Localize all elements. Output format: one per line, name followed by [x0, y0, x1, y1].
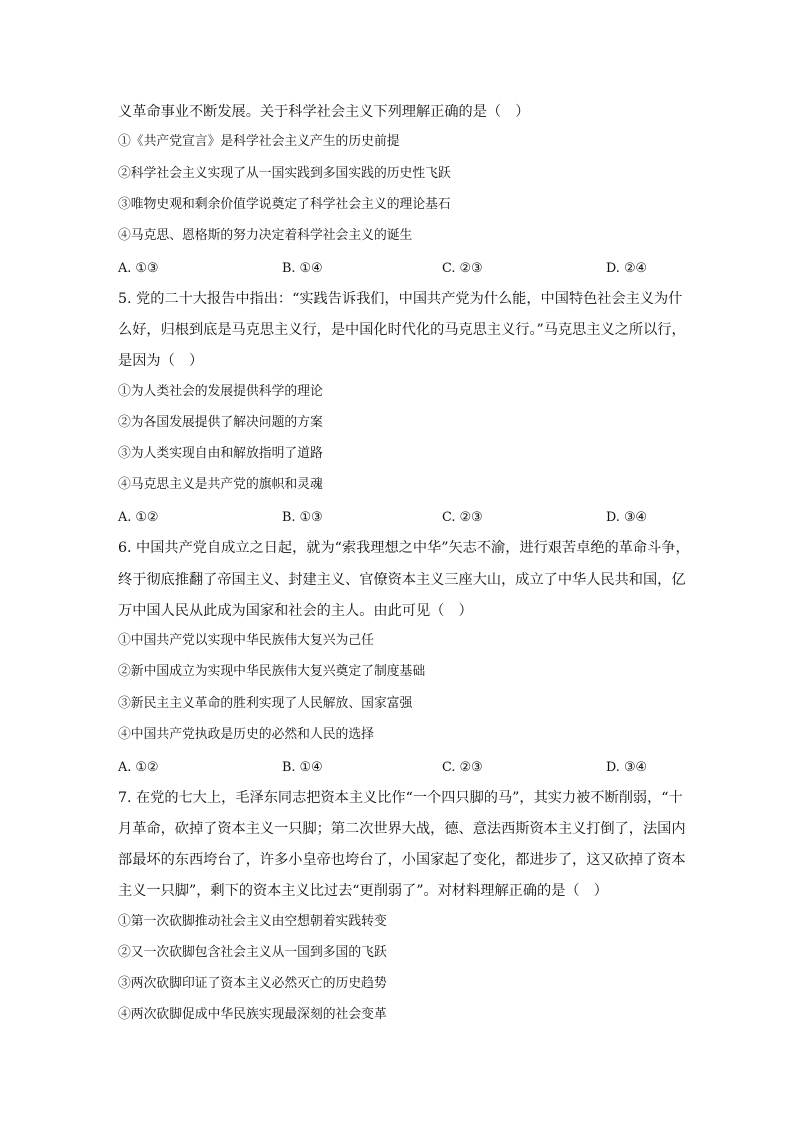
q5-option-2: ②为各国发展提供了解决问题的方案: [118, 415, 323, 430]
q6-option-3: ③新民主主义革命的胜利实现了人民解放、国家富强: [118, 696, 413, 711]
q7-option-3: ③两次砍脚印证了资本主义必然灭亡的历史趋势: [118, 976, 387, 991]
q6-choice-c[interactable]: C. ②③: [442, 760, 483, 775]
q5-choices: [118, 510, 678, 526]
q7-option-1: ①第一次砍脚推动社会主义由空想朝着实践转变: [118, 914, 387, 929]
q6-option-1: ①中国共产党以实现中华民族伟大复兴为己任: [118, 633, 374, 648]
q7-option-4: ④两次砍脚促成中华民族实现最深刻的社会变革: [118, 1007, 387, 1022]
q7-option-2: ②又一次砍脚包含社会主义从一国到多国的飞跃: [118, 945, 387, 960]
q4-choice-d[interactable]: D. ②④: [606, 261, 647, 276]
q4-stem-tail: 义革命事业不断发展。关于科学社会主义下列理解正确的是（ ）: [118, 104, 530, 120]
q4-option-4: ④马克思、恩格斯的努力决定着科学社会主义的诞生: [118, 228, 413, 243]
q6-choice-d[interactable]: D. ③④: [606, 760, 647, 775]
q5-option-1: ①为人类社会的发展提供科学的理论: [118, 384, 323, 399]
q5-stem-line-1: 5. 党的二十大报告中指出：“实践告诉我们，中国共产党为什么能，中国特色社会主义为什: [118, 291, 683, 307]
q4-choices: [118, 261, 678, 277]
q4-choice-c[interactable]: C. ②③: [442, 261, 483, 276]
q6-stem-line-3: 万中国人民从此成为国家和社会的主人。由此可见（ ）: [118, 603, 473, 619]
q4-option-2: ②科学社会主义实现了从一国实践到多国实践的历史性飞跃: [118, 166, 451, 181]
q6-option-4: ④中国共产党执政是历史的必然和人民的选择: [118, 727, 374, 742]
q7-stem-line-1: 7. 在党的七大上，毛泽东同志把资本主义比作“一个四只脚的马”，其实力被不断削弱，“十: [118, 790, 683, 806]
q4-choice-b[interactable]: B. ①④: [282, 261, 323, 276]
q5-choice-c[interactable]: C. ②③: [442, 510, 483, 525]
q6-choice-a[interactable]: A. ①②: [118, 760, 159, 775]
q6-option-2: ②新中国成立为实现中华民族伟大复兴奠定了制度基础: [118, 664, 426, 679]
q5-option-3: ③为人类实现自由和解放指明了道路: [118, 446, 323, 461]
q5-choice-a[interactable]: A. ①②: [118, 510, 159, 525]
q7-stem-line-3: 部最坏的东西垮台了，许多小皇帝也垮台了，小国家起了变化，都进步了，这又砍掉了资本: [118, 852, 686, 868]
q6-choices: [118, 760, 678, 776]
q4-choice-a[interactable]: A. ①③: [118, 261, 159, 276]
q4-option-1: ①《共产党宣言》是科学社会主义产生的历史前提: [118, 134, 400, 149]
q6-choice-b[interactable]: B. ①④: [282, 760, 323, 775]
q5-stem-line-2: 么好，归根到底是马克思主义行，是中国化时代化的马克思主义行。”马克思主义之所以行，: [118, 322, 686, 338]
q5-choice-d[interactable]: D. ③④: [606, 510, 647, 525]
q5-choice-b[interactable]: B. ①③: [282, 510, 323, 525]
q5-stem-line-3: 是因为（ ）: [118, 353, 204, 369]
q7-stem-line-2: 月革命，砍掉了资本主义一只脚；第二次世界大战，德、意法西斯资本主义打倒了，法国内: [118, 821, 686, 837]
q7-stem-line-4: 主义一只脚”，剩下的资本主义比过去“更削弱了”。对材料理解正确的是（ ）: [118, 883, 608, 899]
q6-stem-line-2: 终于彻底推翻了帝国主义、封建主义、官僚资本主义三座大山，成立了中华人民共和国，亿: [118, 572, 686, 588]
q5-option-4: ④马克思主义是共产党的旗帜和灵魂: [118, 477, 323, 492]
q6-stem-line-1: 6. 中国共产党自成立之日起，就为“索我理想之中华”矢志不渝，进行艰苦卓绝的革命斗争，: [118, 540, 690, 556]
q4-option-3: ③唯物史观和剩余价值学说奠定了科学社会主义的理论基石: [118, 197, 451, 212]
